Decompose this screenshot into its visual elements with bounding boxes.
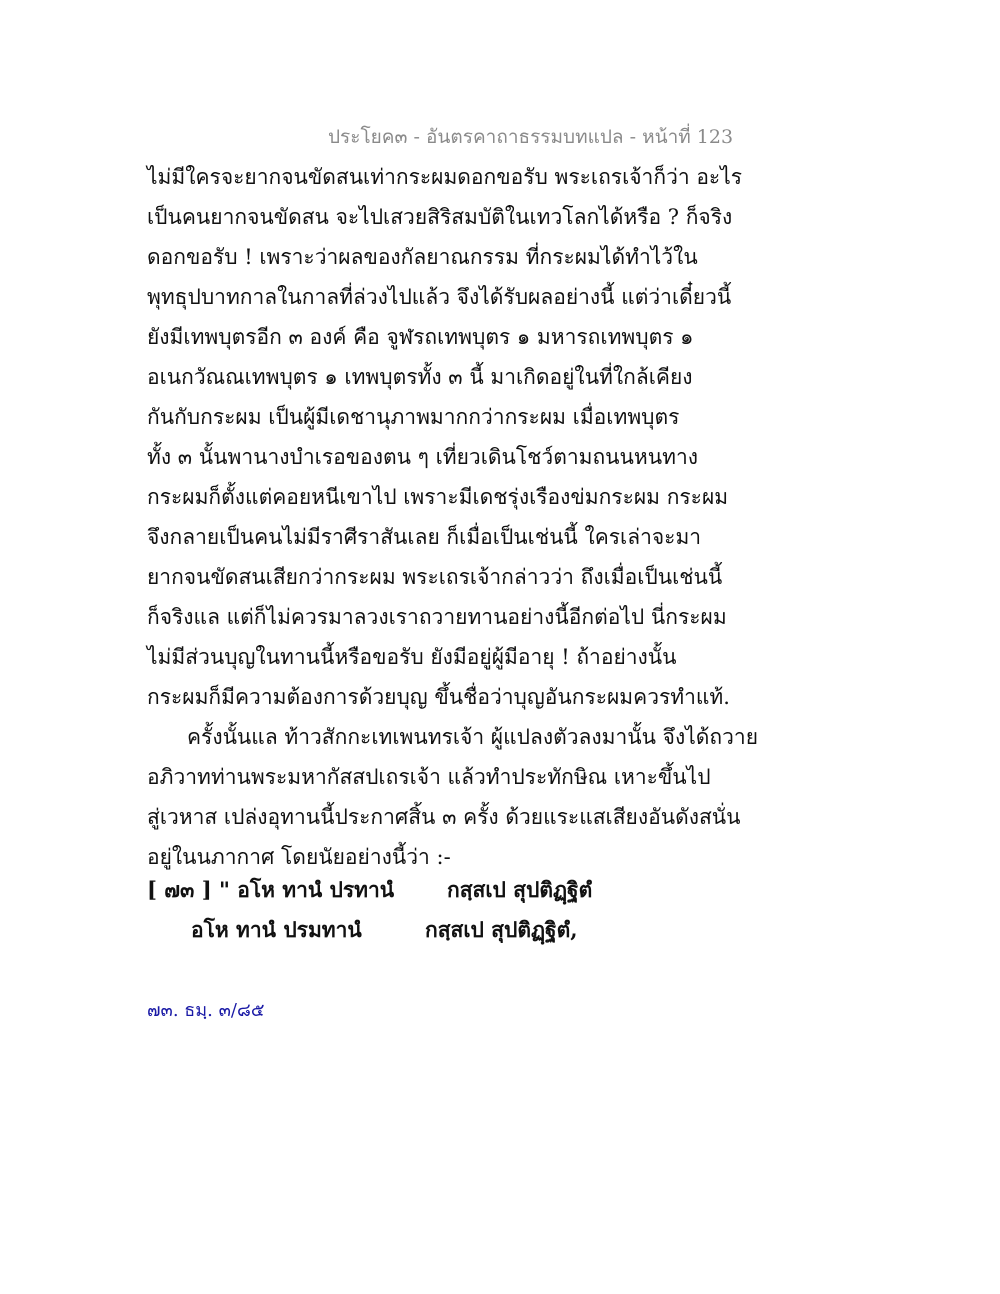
verse-line-second-half: กสฺสเป สุปติฏฺฐิตํ: [447, 877, 593, 902]
page-header: ประโยค๓ - อันตรคาถาธรรมบทแปล - หน้าที่ 123: [328, 126, 734, 148]
text-line: สู่เวหาส เปล่งอุทานนี้ประกาศสิ้น ๓ ครั้ง ด้วยแระแสเสียงอันดังสนั่น: [147, 805, 741, 829]
verse-line-first-half: [ ๗๓ ] " อโห ทานํ ปรทานํ: [147, 877, 395, 902]
text-line: จึงกลายเป็นคนไม่มีราศีราสันเลย ก็เมื่อเป็นเช่นนี้ ใครเล่าจะมา: [147, 525, 702, 549]
text-line: อยู่ในนภากาศ โดยนัยอย่างนี้ว่า :-: [147, 845, 451, 869]
text-line: ก็จริงแล แต่ก็ไม่ควรมาลวงเราถวายทานอย่างนี้อีกต่อไป นี่กระผม: [147, 605, 727, 629]
text-line: ยากจนขัดสนเสียกว่ากระผม พระเถรเจ้ากล่าวว่า ถึงเมื่อเป็นเช่นนี้: [147, 565, 723, 589]
verse-block: [147, 870, 887, 950]
text-line: ไม่มีส่วนบุญในทานนี้หรือขอรับ ยังมีอยู่ผู้มีอายุ ! ถ้าอย่างนั้น: [147, 645, 677, 669]
text-line: อภิวาทท่านพระมหากัสสปเถรเจ้า แล้วทำประทักษิณ เหาะขึ้นไป: [147, 765, 711, 789]
text-line: เป็นคนยากจนขัดสน จะไปเสวยสิริสมบัติในเทวโลกได้หรือ ? ก็จริง: [147, 205, 733, 229]
verse-line: [147, 870, 887, 910]
text-line: กระผมก็มีความต้องการด้วยบุญ ขึ้นชื่อว่าบุญอันกระผมควรทำแท้.: [147, 685, 730, 709]
text-line: กันกับกระผม เป็นผู้มีเดชานุภาพมากกว่ากระผม เมื่อเทพบุตร: [147, 405, 680, 429]
verse-line-second-half: กสฺสเป สุปติฏฺฐิตํ,: [425, 917, 578, 942]
verse-line-first-half: อโห ทานํ ปรมทานํ: [191, 917, 362, 942]
text-line: ยังมีเทพบุตรอีก ๓ องค์ คือ จูฬรถเทพบุตร ๑ มหารถเทพบุตร ๑: [147, 325, 694, 349]
text-line: ดอกขอรับ ! เพราะว่าผลของกัลยาณกรรม ที่กระผมได้ทำไว้ใน: [147, 245, 698, 269]
text-line: ทั้ง ๓ นั้นพานางบำเรอของตน ๆ เที่ยวเดินโชว์ตามถนนหนทาง: [147, 445, 698, 469]
text-line: พุทธุปบาทกาลในกาลที่ล่วงไปแล้ว จึงได้รับผลอย่างนี้ แต่ว่าเดี๋ยวนี้: [147, 285, 732, 309]
text-line: ไม่มีใครจะยากจนขัดสนเท่ากระผมดอกขอรับ พระเถรเจ้าก็ว่า อะไร: [147, 165, 743, 189]
footnote: ๗๓. ธมฺ. ๓/๘๕: [147, 1000, 265, 1021]
paragraph-first-line: ครั้งนั้นแล ท้าวสักกะเทเพนทรเจ้า ผู้แปลงตัวลงมานั้น จึงได้ถวาย: [187, 725, 759, 749]
text-line: กระผมก็ตั้งแต่คอยหนีเขาไป เพราะมีเดชรุ่งเรืองข่มกระผม กระผม: [147, 485, 729, 509]
verse-line: [147, 910, 887, 950]
body-text: [147, 157, 887, 877]
text-line: อเนกวัณณเทพบุตร ๑ เทพบุตรทั้ง ๓ นี้ มาเกิดอยู่ในที่ใกล้เคียง: [147, 365, 693, 389]
